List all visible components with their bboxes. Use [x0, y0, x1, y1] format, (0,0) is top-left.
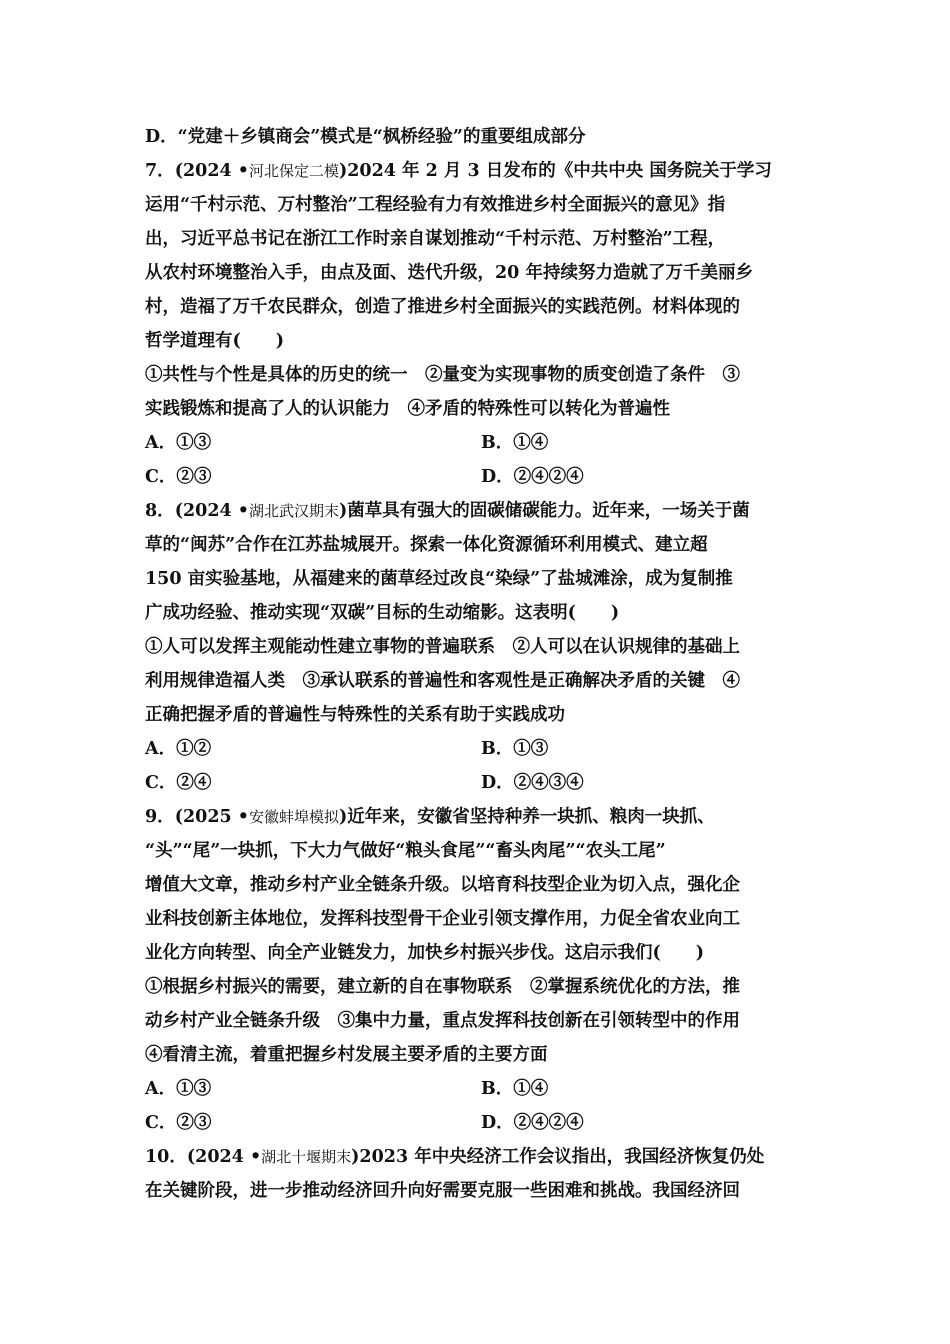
- q9-first-line: [145, 800, 810, 834]
- q9-option-c[interactable]: C．②③: [145, 1113, 212, 1133]
- q8-statement-2: 正确把握矛盾的普遍性与特殊性的关系有助于实践成功: [145, 705, 565, 725]
- q9-option-d[interactable]: D．②④②④: [481, 1113, 584, 1133]
- q7-options-row-2: [145, 460, 810, 494]
- q10-source-open: (2024 •: [186, 1147, 262, 1167]
- q8-line-2: 150 亩实验基地，从福建来的菌草经过改良“染绿”了盐城滩涂，成为复制推: [145, 569, 733, 589]
- q9-options-row-2: [145, 1106, 810, 1140]
- q8-first-line: [145, 494, 810, 528]
- q10-first-line: [145, 1140, 810, 1174]
- q7-line-3: 从农村环境整治入手，由点及面、迭代升级，20 年持续努力造就了万千美丽乡: [145, 263, 753, 283]
- q7-option-c[interactable]: C．②③: [145, 467, 212, 487]
- q7-number: 7．: [145, 161, 175, 181]
- q8-option-d[interactable]: D．②④③④: [481, 773, 584, 793]
- q7-options-row-1: [145, 426, 810, 460]
- q7-source-open: (2024 •: [174, 161, 249, 181]
- q9-source-open: (2025 •: [174, 807, 249, 827]
- q9-statement-1: 动乡村产业全链条升级 ③集中力量，重点发挥科技创新在引领转型中的作用: [145, 1011, 740, 1031]
- q8-options-row-1: [145, 732, 810, 766]
- q7-line-4: 村，造福了万千农民群众，创造了推进乡村全面振兴的实践范例。材料体现的: [145, 297, 740, 317]
- q8-source: 湖北武汉期末: [248, 502, 339, 520]
- q8-option-c[interactable]: C．②④: [145, 773, 212, 793]
- q8-options-row-2: [145, 766, 810, 800]
- q10-line-1: 在关键阶段，进一步推动经济回升向好需要克服一些困难和挑战。我国经济回: [145, 1181, 740, 1201]
- q9-line-3: 业科技创新主体地位，发挥科技型骨干企业引领支撑作用，力促全省农业向工: [145, 909, 740, 929]
- q8-line-1: 草的“闽苏”合作在江苏盐城展开。探索一体化资源循环利用模式、建立超: [145, 535, 708, 555]
- q7-option-d[interactable]: D．②④②④: [481, 467, 584, 487]
- q8-option-a[interactable]: A．①②: [145, 739, 212, 759]
- q9-source: 安徽蚌埠模拟: [248, 808, 339, 826]
- q8-line-0: )菌草具有强大的固碳储碳能力。近年来，一场关于菌: [338, 501, 750, 521]
- q9-line-4: 业化方向转型、向全产业链发力，加快乡村振兴步伐。这启示我们( ): [145, 943, 705, 963]
- q9-line-0: )近年来，安徽省坚持种养一块抓、粮肉一块抓、: [338, 807, 715, 827]
- q9-option-a[interactable]: A．①③: [145, 1079, 212, 1099]
- exam-page: [145, 120, 810, 1208]
- q9-options-row-1: [145, 1072, 810, 1106]
- q9-line-2: 增值大文章，推动乡村产业全链条升级。以培育科技型企业为切入点，强化企: [145, 875, 740, 895]
- q7-option-a[interactable]: A．①③: [145, 433, 212, 453]
- q7-line-2: 出，习近平总书记在浙江工作时亲自谋划推动“千村示范、万村整治”工程，: [145, 229, 726, 249]
- q8-statement-1: 利用规律造福人类 ③承认联系的普遍性和客观性是正确解决矛盾的关键 ④: [145, 671, 740, 691]
- q7-option-b[interactable]: B．①④: [481, 433, 549, 453]
- q7-line-5: 哲学道理有( ): [145, 331, 285, 351]
- q9-statement-0: ①根据乡村振兴的需要，建立新的自在事物联系 ②掌握系统优化的方法，推: [145, 977, 740, 997]
- q7-statement-0: ①共性与个性是具体的历史的统一 ②量变为实现事物的质变创造了条件 ③: [145, 365, 740, 385]
- q8-line-3: 广成功经验、推动实现“双碳”目标的生动缩影。这表明( ): [145, 603, 620, 623]
- q9-number: 9．: [145, 807, 175, 827]
- q9-statement-2: ④看清主流，着重把握乡村发展主要矛盾的主要方面: [145, 1045, 548, 1065]
- q7-statement-1: 实践锻炼和提高了人的认识能力 ④矛盾的特殊性可以转化为普遍性: [145, 399, 670, 419]
- q8-source-open: (2024 •: [174, 501, 249, 521]
- q10-number: 10．: [145, 1147, 187, 1167]
- q7-source: 河北保定二模: [248, 162, 339, 180]
- q9-option-b[interactable]: B．①④: [481, 1079, 549, 1099]
- q7-line-1: 运用“千村示范、万村整治”工程经验有力有效推进乡村全面振兴的意见》指: [145, 195, 726, 215]
- q8-statement-0: ①人可以发挥主观能动性建立事物的普遍联系 ②人可以在认识规律的基础上: [145, 637, 740, 657]
- q10-source: 湖北十堰期末: [261, 1148, 352, 1166]
- q8-option-b[interactable]: B．①③: [481, 739, 549, 759]
- q9-line-1: “头”“尾”一块抓，下大力气做好“粮头食尾”“畜头肉尾”“农头工尾”: [145, 841, 666, 861]
- q8-number: 8．: [145, 501, 175, 521]
- q7-first-line: [145, 154, 810, 188]
- q6-option-d: D．“党建＋乡镇商会”模式是“枫桥经验”的重要组成部分: [145, 127, 586, 147]
- q10-line-0: )2023 年中央经济工作会议指出，我国经济恢复仍处: [351, 1147, 765, 1167]
- q7-line-0: )2024 年 2 月 3 日发布的《中共中央 国务院关于学习: [338, 161, 772, 181]
